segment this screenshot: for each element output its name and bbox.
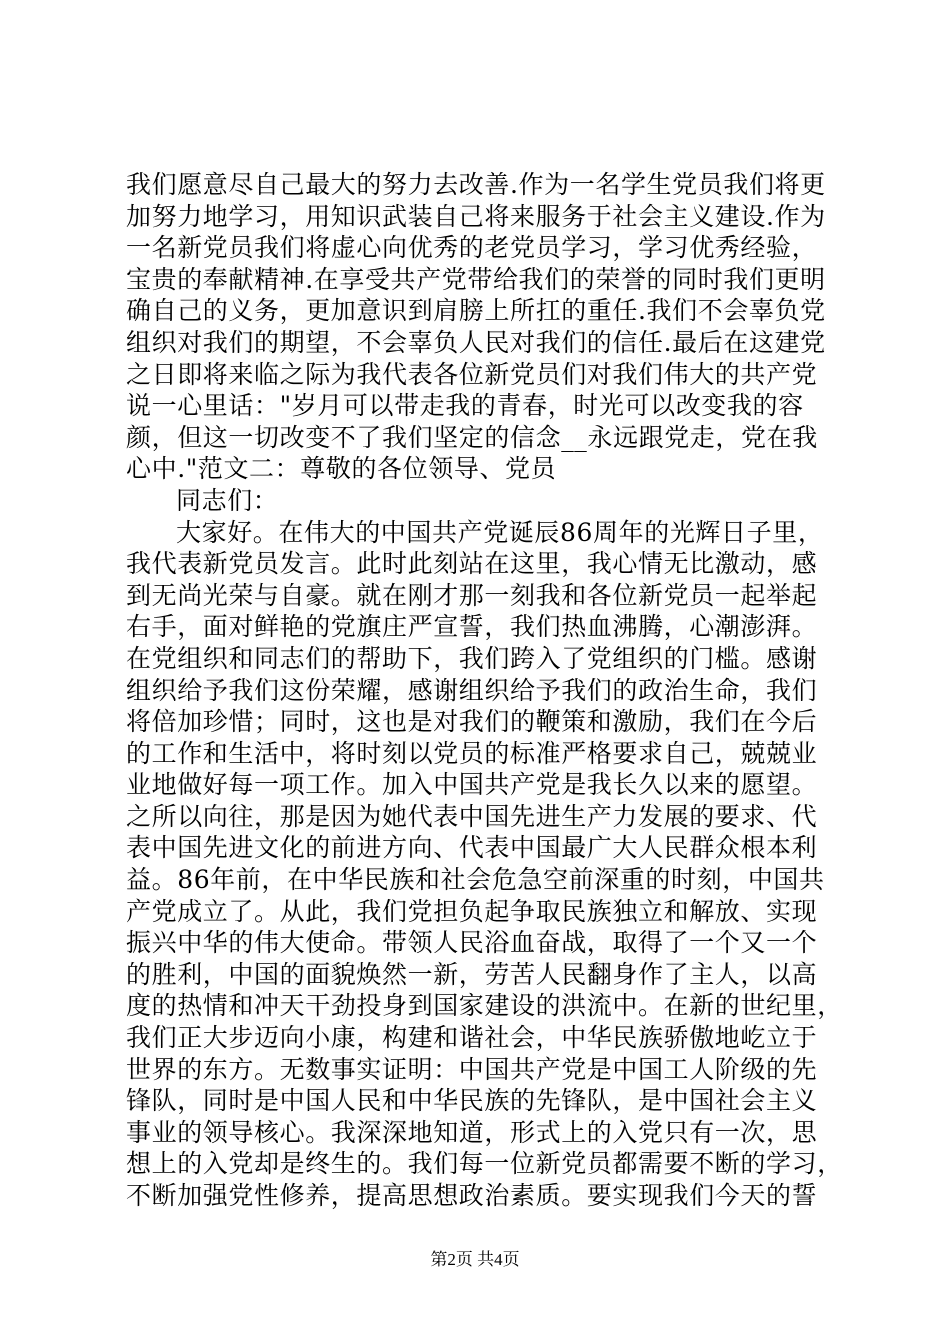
text-line: 颜，但这一切改变不了我们坚定的信念__永远跟党走，党在我 [126, 422, 818, 452]
text-line: 我们正大步迈向小康，构建和谐社会，中华民族骄傲地屹立于 [126, 1023, 818, 1053]
text-line: 宝贵的奉献精神.在享受共产党带给我们的荣誉的同时我们更明 [126, 264, 826, 294]
text-line: 确自己的义务，更加意识到肩膀上所扛的重任.我们不会辜负党 [126, 296, 826, 326]
text-line: 到无尚光荣与自豪。就在刚才那一刻我和各位新党员一起举起 [126, 580, 818, 610]
text-line: 说一心里话："岁月可以带走我的青春，时光可以改变我的容 [126, 391, 804, 421]
text-line: 的胜利，中国的面貌焕然一新，劳苦人民翻身作了主人，以高 [126, 959, 818, 989]
paragraph-start-line: 大家好。在伟大的中国共产党诞辰86周年的光辉日子里， [176, 517, 824, 547]
text-line: 一名新党员我们将虚心向优秀的老党员学习，学习优秀经验， [126, 233, 818, 263]
text-line: 将倍加珍惜；同时，这也是对我们的鞭策和激励，我们在今后 [126, 707, 818, 737]
page-footer [0, 1245, 950, 1270]
text-line: 在党组织和同志们的帮助下，我们跨入了党组织的门槛。感谢 [126, 643, 818, 673]
text-line: 业地做好每一项工作。加入中国共产党是我长久以来的愿望。 [126, 770, 818, 800]
text-line: 右手，面对鲜艳的党旗庄严宣誓，我们热血沸腾，心潮澎湃。 [126, 612, 818, 642]
text-line: 加努力地学习，用知识武装自己将来服务于社会主义建设.作为 [126, 201, 826, 231]
text-line: 我们愿意尽自己最大的努力去改善.作为一名学生党员我们将更 [126, 170, 826, 199]
text-line: 产党成立了。从此，我们党担负起争取民族独立和解放、实现 [126, 896, 818, 926]
page-number-label: 第2页 共4页 [430, 1250, 520, 1269]
text-line: 益。86年前，在中华民族和社会危急空前深重的时刻，中国共 [126, 865, 825, 895]
salutation-line: 同志们： [176, 485, 279, 515]
text-line: 的工作和生活中，将时刻以党员的标准严格要求自己，兢兢业 [126, 738, 818, 768]
text-line: 事业的领导核心。我深深地知道，形式上的入党只有一次，思 [126, 1117, 818, 1147]
text-line: 组织给予我们这份荣耀，感谢组织给予我们的政治生命，我们 [126, 675, 818, 705]
text-line: 之日即将来临之际为我代表各位新党员们对我们伟大的共产党 [126, 359, 818, 389]
text-line: 之所以向往，那是因为她代表中国先进生产力发展的要求、代 [126, 801, 818, 831]
body-text [126, 169, 846, 1212]
text-line: 振兴中华的伟大使命。带领人民浴血奋战，取得了一个又一个 [126, 928, 818, 958]
text-line: 锋队，同时是中国人民和中华民族的先锋队，是中国社会主义 [126, 1086, 818, 1116]
text-line: 我代表新党员发言。此时此刻站在这里，我心情无比激动，感 [126, 549, 818, 579]
text-line: 心中."范文二：尊敬的各位领导、党员 [126, 454, 557, 484]
text-line: 世界的东方。无数事实证明：中国共产党是中国工人阶级的先 [126, 1054, 818, 1084]
text-line: 不断加强党性修养，提高思想政治素质。要实现我们今天的誓 [126, 1181, 818, 1210]
text-line: 想上的入党却是终生的。我们每一位新党员都需要不断的学习， [126, 1149, 843, 1179]
text-line: 度的热情和冲天干劲投身到国家建设的洪流中。在新的世纪里， [126, 991, 843, 1021]
text-line: 表中国先进文化的前进方向、代表中国最广大人民群众根本利 [126, 833, 818, 863]
text-line: 组织对我们的期望，不会辜负人民对我们的信任.最后在这建党 [126, 327, 826, 357]
